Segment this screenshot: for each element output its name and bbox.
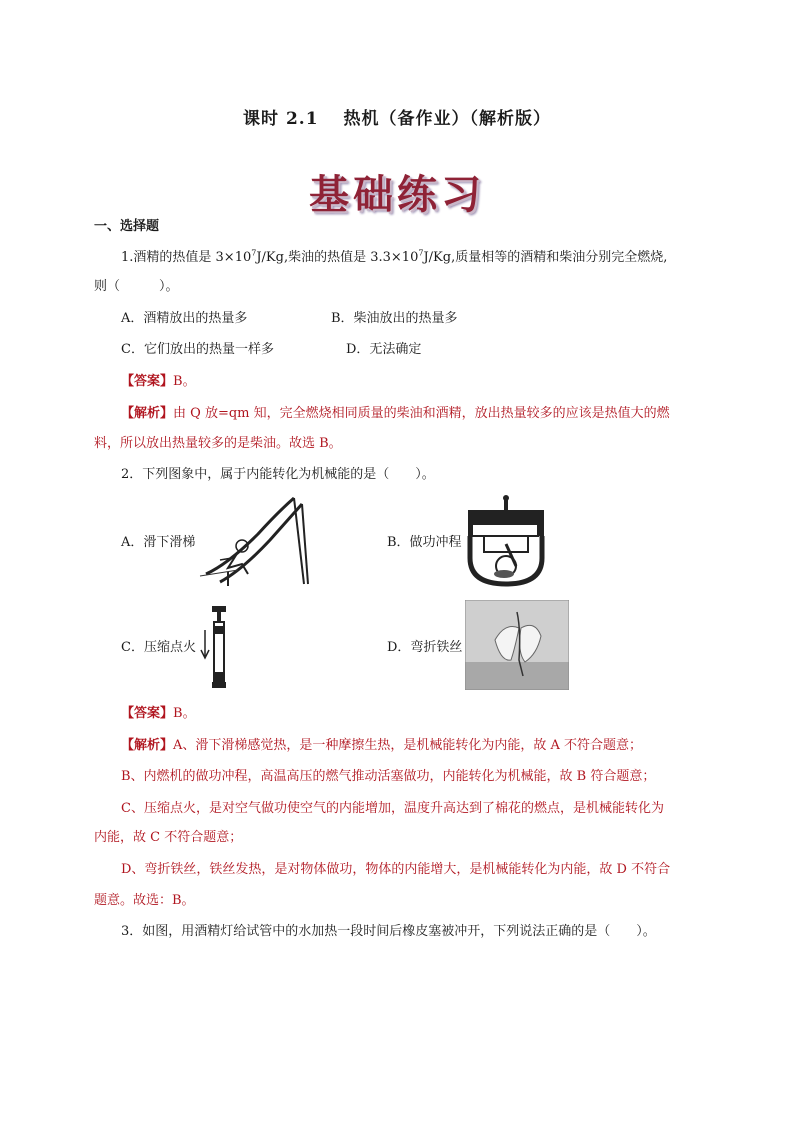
q1-analysis-line1: 由 Q 放=qm 知，完全燃烧相同质量的柴油和酒精，放出热量较多的应该是热值大的燃 [173, 406, 670, 421]
q2-answer [121, 704, 196, 724]
bending-wire-picture [465, 600, 569, 690]
section-banner: 基础练习 [309, 172, 485, 218]
q2-analysis-line6: 题意。故选：B。 [94, 893, 195, 908]
q1-stem-part-b: J/Kg,柴油的热值是 3.3×10 [256, 250, 419, 265]
q1-exponent-a: 7 [251, 248, 257, 258]
q1-analysis-tag: 【解析】 [121, 406, 174, 421]
q1-answer-value: B。 [173, 374, 196, 389]
q3-stem: 3．如图，用酒精灯给试管中的水加热一段时间后橡皮塞被冲开，下列说法正确的是（ ）。 [121, 924, 656, 939]
q2-stem: 2．下列图象中，属于内能转化为机械能的是（ ）。 [121, 467, 435, 482]
q1-option-d: D．无法确定 [346, 342, 422, 357]
q2-option-b: B．做功冲程 [387, 535, 462, 550]
q1-analysis [121, 404, 670, 424]
q2-analysis-line4: 内能，故 C 不符合题意； [94, 830, 243, 845]
q2-analysis-line3: C、压缩点火，是对空气做功使空气的内能增加，温度升高达到了棉花的燃点，是机械能转化为 [121, 801, 664, 816]
q1-answer-tag: 【答案】 [121, 374, 174, 389]
slide-illustration [198, 494, 310, 588]
q1-option-a: A．酒精放出的热量多 [121, 311, 248, 326]
q2-answer-tag: 【答案】 [121, 706, 174, 721]
q1-option-b: B．柴油放出的热量多 [331, 311, 458, 326]
q1-stem-part-c: J/Kg,质量相等的酒精和柴油分别完全燃烧, [423, 250, 668, 265]
q2-analysis-line1: A、滑下滑梯感觉热，是一种摩擦生热，是机械能转化为内能，故 A 不符合题意； [173, 738, 643, 753]
q1-answer [121, 372, 196, 392]
engine-illustration [464, 494, 547, 588]
power-stroke-picture [464, 494, 547, 588]
q2-analysis-tag: 【解析】 [121, 738, 174, 753]
q2-analysis [121, 736, 642, 756]
q2-option-c: C．压缩点火 [121, 640, 196, 655]
section-heading: 一、选择题 [94, 219, 160, 234]
bending-wire-illustration [465, 600, 569, 690]
q2-option-a: A．滑下滑梯 [121, 535, 196, 550]
q2-option-d: D．弯折铁丝 [387, 640, 463, 655]
compression-picture [200, 604, 234, 690]
q1-exponent-b: 7 [418, 248, 424, 258]
q2-analysis-line2: B、内燃机的做功冲程，高温高压的燃气推动活塞做功，内能转化为机械能，故 B 符合题意； [121, 769, 656, 784]
document-title: 课时 2.1 热机（备作业）（解析版） [243, 109, 551, 129]
compression-illustration [200, 604, 234, 690]
q1-stem [121, 248, 667, 268]
q2-analysis-line5: D、弯折铁丝，铁丝发热，是对物体做功，物体的内能增大，是机械能转化为内能，故 D 不符合 [121, 862, 671, 877]
q2-answer-value: B。 [173, 706, 196, 721]
q1-option-c: C．它们放出的热量一样多 [121, 342, 274, 357]
q1-stem-part-a: 1.酒精的热值是 3×10 [121, 250, 252, 265]
slide-picture [198, 494, 310, 588]
q1-analysis-line2: 料，所以放出热量较多的是柴油。故选 B。 [94, 436, 342, 451]
q1-stem-line2: 则（ ）。 [94, 279, 179, 294]
